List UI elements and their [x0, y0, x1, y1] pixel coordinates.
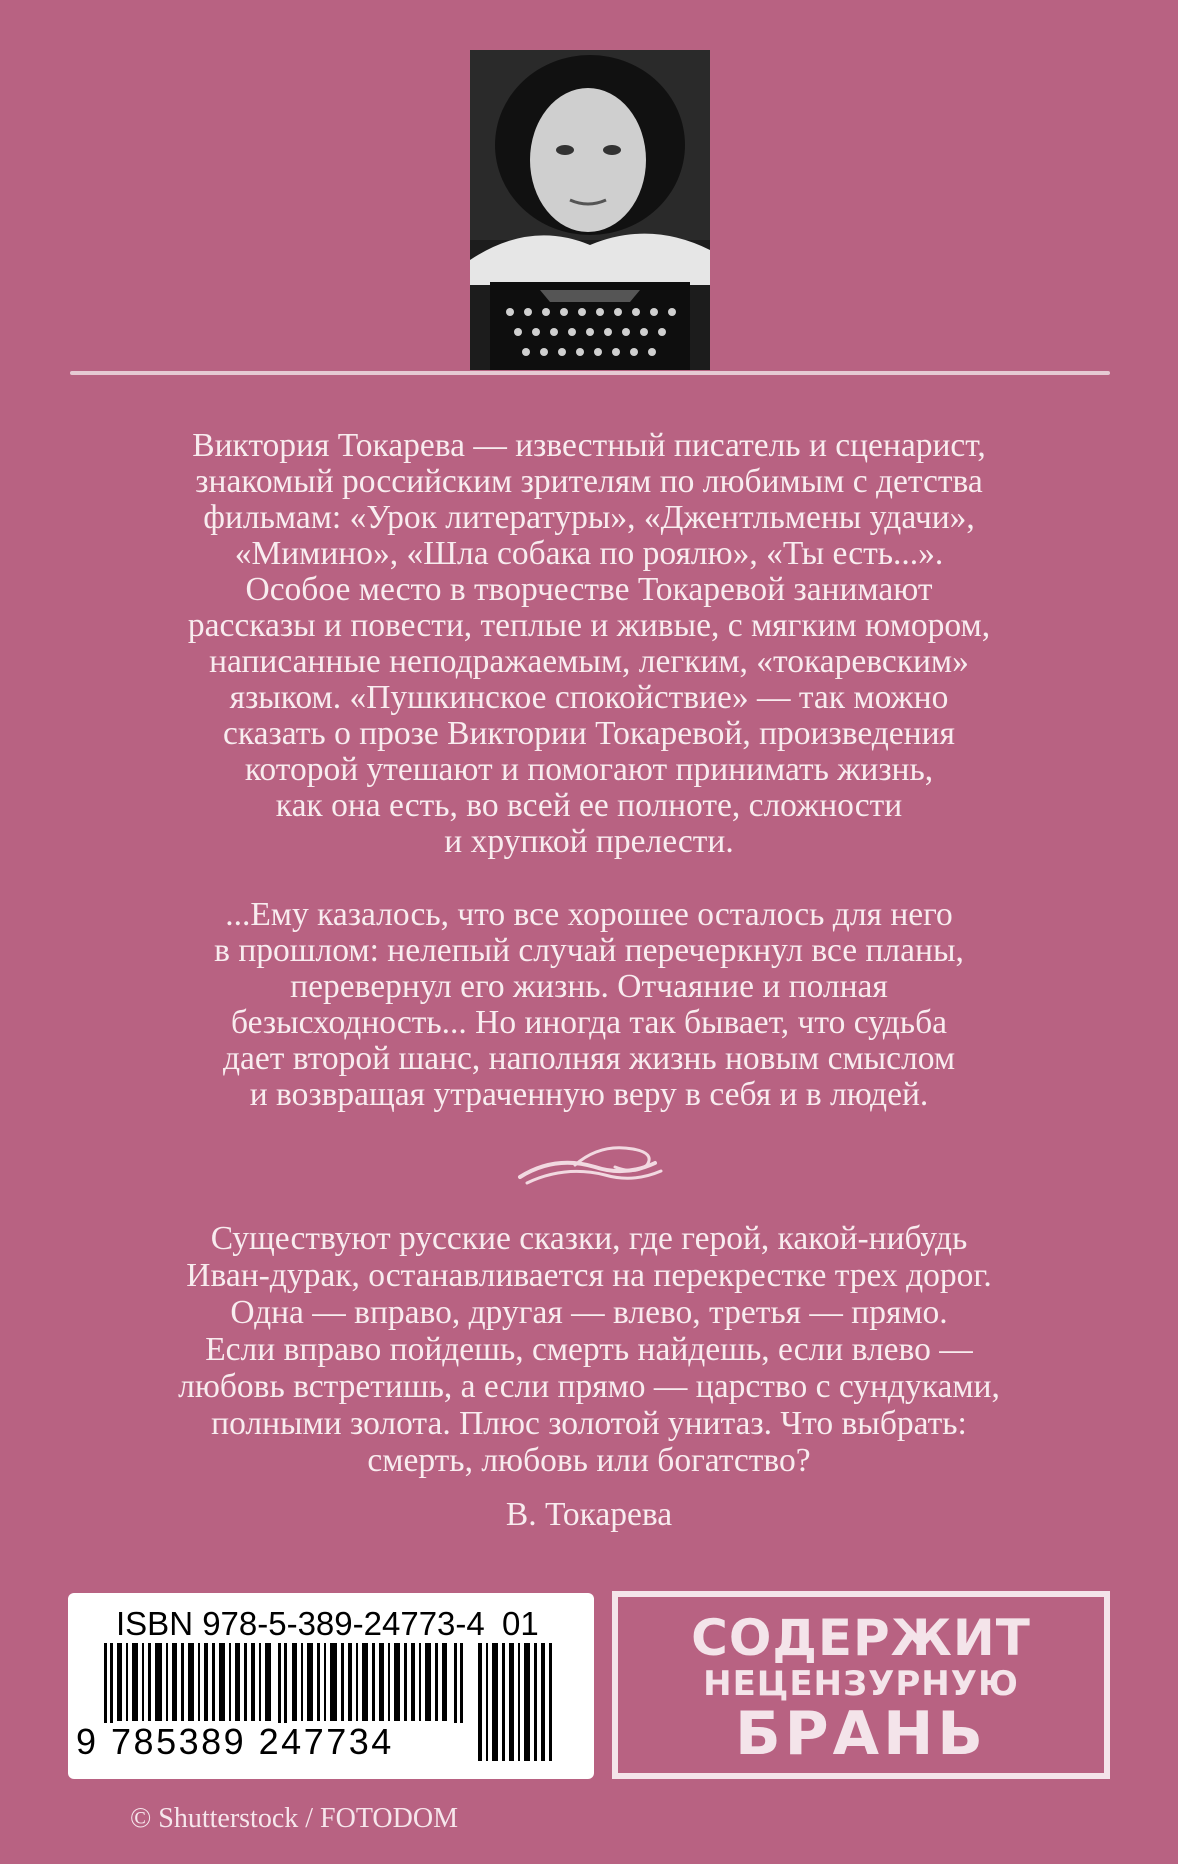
- divider-line: [70, 371, 1110, 375]
- profanity-warning-badge: [612, 1591, 1110, 1779]
- barcode-bars: [104, 1643, 472, 1723]
- ornament-flourish-icon: [515, 1135, 665, 1195]
- warning-line-2: НЕЦЕНЗУРНУЮ: [703, 1664, 1019, 1704]
- barcode-addon: 01: [502, 1605, 539, 1642]
- warning-line-3: БРАНЬ: [734, 1699, 988, 1769]
- isbn-label: ISBN 978-5-389-24773-4: [116, 1605, 485, 1642]
- warning-line-1: СОДЕРЖИТ: [691, 1609, 1031, 1667]
- barcode-digits: 9 785389 247734: [76, 1721, 394, 1762]
- author-photo: [470, 50, 710, 370]
- photo-credit: © Shutterstock / FOTODOM: [130, 1803, 458, 1834]
- author-photo-image: [470, 50, 710, 370]
- story-teaser: ...Ему казалось, что все хорошее осталось для него в прошлом: нелепый случай перечеркнул все планы, перевернул его жизнь. Отчаяние и полная безысходность... Но иногда так бывает, что судьба дает второй шанс, наполняя жизнь новым смыслом и возвращая утраченную веру в себя и в людей.: [214, 896, 964, 1113]
- isbn-barcode: [68, 1593, 594, 1779]
- barcode-addon-bars: [478, 1643, 558, 1763]
- author-quote: Существуют русские сказки, где герой, какой-нибудь Иван-дурак, останавливается на перекрестке трех дорог. Одна — вправо, другая — влево, третья — прямо. Если вправо пойдешь, смерть найдешь, если влево — любовь встретишь, а если прямо — царство с сундуками, полными золота. Плюс золотой унитаз. Что выбрать: смерть, любовь или богатство?: [178, 1220, 1000, 1479]
- quote-signature: В. Токарева: [505, 1496, 673, 1533]
- author-description: Виктория Токарева — известный писатель и сценарист, знакомый российским зрителям по любимым с детства фильмам: «Урок литературы», «Джентльмены удачи», «Мимино», «Шла собака по роялю», «Ты есть...». Особое место в творчестве Токаревой занимают рассказы и повести, теплые и живые, с мягким юмором, написанные неподражаемым, легким, «токаревским» языком. «Пушкинское спокойствие» — так можно сказать о прозе Виктории Токаревой, произведения которой утешают и помогают принимать жизнь, как она есть, во всей ее полноте, сложности и хрупкой прелести.: [187, 427, 991, 860]
